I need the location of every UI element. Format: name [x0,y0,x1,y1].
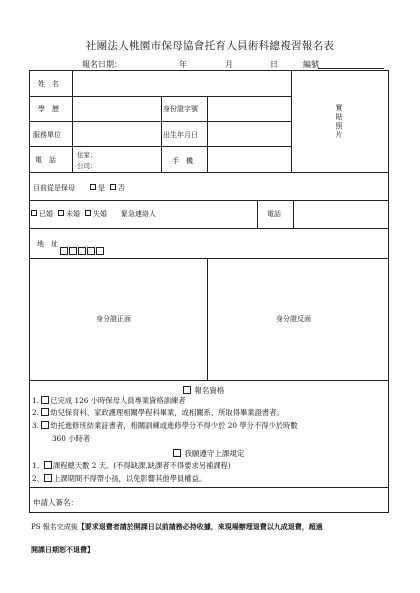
unmarried-checkbox[interactable] [58,210,64,216]
rule-num: 2、 [32,474,44,483]
qualification-checkbox-1[interactable] [41,396,49,404]
form-title: 社團法人桃園市保母協會托育人員術科總複習報名表 [85,40,335,52]
signature-field[interactable] [80,490,387,511]
date-year-label: 年 [179,60,187,69]
qualification-text: 幼托進修班結業証書者，相關訓練或進修學分不得少於 20 學分不得少於時數 [50,421,298,430]
footer-refund-policy-end: 開課日期恕不退費】 [31,545,94,554]
emergency-contact-label: 緊急連絡人 [121,210,156,218]
emergency-contact-field[interactable] [160,202,256,226]
mobile-label: 手 機 [172,157,193,165]
qualifications-checkbox[interactable] [183,386,191,394]
postal-code-boxes[interactable] [60,239,105,258]
date-day-label: 日 [270,60,278,69]
office-phone-label: 公司： [77,162,97,170]
nanny-question-label: 目前從是保母 [33,184,75,192]
birthdate-label: 出生年月日 [163,131,198,139]
id-front-label: 身分證正面 [96,315,131,323]
divorced-label: 失婚 [93,210,107,218]
signature-label: 申請人簽名： [33,498,78,507]
footer-note-continued [31,545,94,555]
nanny-no-checkbox[interactable] [110,184,116,190]
mobile-field[interactable] [209,148,290,170]
birthdate-field[interactable] [209,123,290,145]
address-label: 地 址 [37,240,58,248]
rule-text: 課程總天數 2 天。(不得缺課,缺課者不得要求另補課程) [52,461,231,470]
qualification-num: 1. [32,396,39,405]
emergency-phone-field[interactable] [295,202,387,226]
rule-text: 上課期間不得帶小孩，以免影響其他學員權益。 [52,474,207,483]
postal-digit-box[interactable] [69,247,77,255]
qualification-checkbox-3[interactable] [41,421,49,429]
rules-heading [173,448,244,459]
education-field[interactable] [74,98,160,120]
education-label: 學 歷 [38,105,59,113]
qualification-item-3 [32,421,298,431]
rule-num: 1、 [32,461,44,470]
postal-digit-box[interactable] [60,247,68,255]
nanny-yes-label: 是 [98,184,105,192]
id-number-field[interactable] [209,98,290,120]
home-phone-label: 住家： [77,151,97,159]
rules-agree-checkbox[interactable] [173,449,181,457]
date-month-label: 月 [225,60,233,69]
photo-label: 實 貼 照 片 [335,104,343,139]
postal-digit-box[interactable] [96,247,104,255]
married-checkbox[interactable] [31,210,37,216]
qualifications-heading-text: 報名資格 [194,386,225,395]
registration-date-label: 報名日期： [82,60,122,69]
qualification-num: 2. [32,408,39,417]
rule-item-2 [32,474,206,484]
employer-label: 服務單位 [33,131,61,139]
nanny-yes-checkbox[interactable] [90,184,96,190]
footer-refund-policy: 【要求退費者請於開課日以前請務必持收據，來現場辦理退費以九成退費，超過 [77,522,323,531]
unmarried-label: 未婚 [66,210,80,218]
rule-checkbox-2[interactable] [44,474,52,482]
qualification-item-2 [32,408,284,418]
serial-number-label: 編號 [303,60,319,69]
name-field[interactable] [74,72,289,94]
name-label: 姓 名 [38,80,59,88]
rule-checkbox-1[interactable] [44,461,52,469]
qualification-num: 3. [32,421,39,430]
rules-heading-text: 我願遵守上課規定 [184,449,245,458]
qualification-text: 幼兒保育科、家政護理相關學程科畢業，或相關系、所取得畢業證書者。 [50,408,284,417]
qualification-item-3-continued: 360 小時者 [52,434,91,443]
qualifications-heading [183,385,224,396]
emergency-phone-label: 電話 [267,210,281,218]
nanny-no-label: 否 [118,184,125,192]
qualification-text: 已完成 126 小時保母人員專業資格訓練者 [50,396,186,405]
postal-digit-box[interactable] [78,247,86,255]
qualification-item-1 [32,396,186,406]
footer-prefix: PS 報名完成後 [31,523,78,531]
divorced-checkbox[interactable] [85,210,91,216]
id-number-label: 身份證字號 [163,105,198,113]
qualification-checkbox-2[interactable] [41,408,49,416]
rule-item-1 [32,461,231,471]
married-label: 已婚 [39,210,53,218]
footer-note [31,522,323,532]
serial-number-field[interactable] [318,68,384,69]
address-field[interactable] [112,232,387,256]
phone-field[interactable] [98,148,160,170]
phone-label: 電 話 [35,156,56,164]
postal-digit-box[interactable] [87,247,95,255]
id-back-label: 身分證反面 [276,315,311,323]
employer-field[interactable] [74,123,160,145]
